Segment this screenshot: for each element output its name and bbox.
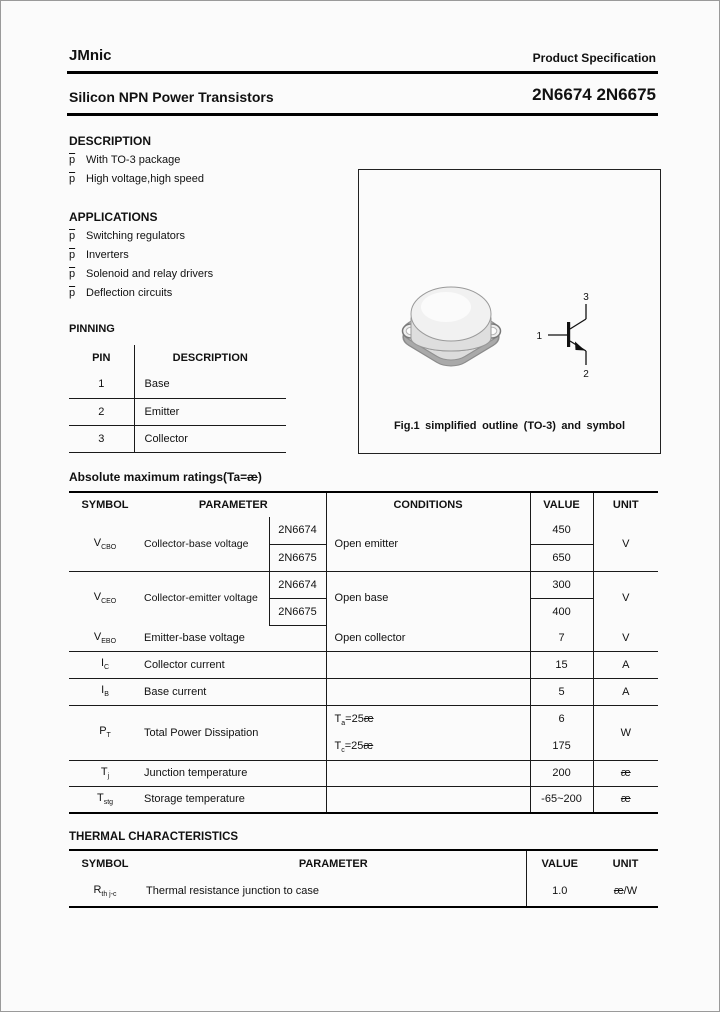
col-header-value: VALUE [526,850,593,876]
type-cell: 2N6675 [269,598,326,625]
symbol-tstg: $T_{stg}$ [69,786,141,813]
pin-description: Collector [134,425,286,452]
npn-transistor-symbol [548,304,586,365]
parameter-cell: Collector-emitter voltage [141,571,269,625]
unit-cell [593,786,658,813]
application-item: $\overline{p}$ Deflection circuits [69,284,213,303]
table-row [69,876,658,907]
conditions-cell: $T_a=25æ$ $T_c=25æ$ [326,705,530,760]
col-header-unit: UNIT [593,492,658,517]
col-header-unit: UNIT [593,850,658,876]
conditions-cell: Open collector [326,625,530,651]
pin-description: Base [134,371,286,398]
description-heading: DESCRIPTION [69,134,152,148]
unit-cell: A [593,651,658,678]
col-header-value: VALUE [530,492,593,517]
degree-c-glyph: æ [620,767,631,779]
table-row [69,705,658,760]
table-row [69,678,658,705]
abs-max-title: Absolute maximum ratings(Ta=æ) [69,470,262,484]
to3-package-and-symbol-drawing [359,170,660,453]
bullet-icon: $\overline{p}$ [69,154,76,166]
thermal-heading: THERMAL CHARACTERISTICS [69,831,239,843]
bullet-icon: $\overline{p}$ [69,268,76,280]
figure-caption: Fig.1 simplified outline (TO-3) and symbol [393,420,626,432]
title-rule [67,113,658,116]
conditions-cell [326,786,530,813]
document-title: Silicon NPN Power Transistors [69,89,274,105]
unit-cell: V [593,571,658,625]
degree-c-glyph: æ [363,712,374,725]
thermal-table [69,849,658,908]
value-cell: 5 [530,678,593,705]
symbol-vebo: $V_{EBO}$ [69,625,141,651]
unit-cell: W [593,705,658,760]
unit-cell: V [593,517,658,571]
bullet-icon: $\overline{p}$ [69,230,76,242]
abs-max-table [69,491,658,814]
description-item: $\overline{p}$ High voltage,high speed [69,170,204,189]
unit-cell: æ/W [593,876,658,907]
bullet-icon: $\overline{p}$ [69,173,76,185]
conditions-cell: Open base [326,571,530,625]
col-header-parameter: PARAMETER [141,492,326,517]
parameter-cell: Storage temperature [141,786,326,813]
header-rule [67,71,658,74]
type-cell: 2N6675 [269,544,326,571]
pin-description: Emitter [134,398,286,425]
parameter-cell: Junction temperature [141,760,326,786]
value-cell: 300 [530,571,593,598]
value-cell: 1.0 [526,876,593,907]
type-cell: 2N6674 [269,571,326,598]
value-cell: 15 [530,651,593,678]
pin-number: 1 [69,371,134,398]
conditions-cell: Open emitter [326,517,530,571]
col-header-symbol: SYMBOL [69,850,141,876]
unit-cell [593,760,658,786]
bullet-icon: $\overline{p}$ [69,287,76,299]
symbol-pin-1-label: 1 [536,331,542,342]
pin-desc-col-header: DESCRIPTION [172,352,248,364]
col-header-conditions: CONDITIONS [326,492,530,517]
application-item: $\overline{p}$ Switching regulators [69,227,213,246]
symbol-pin-3-label: 3 [583,292,589,303]
figure-1-box [358,169,661,454]
symbol-ic: $I_C$ [69,651,141,678]
value-cell: -65~200 [530,786,593,813]
degree-c-glyph: æ [247,470,258,484]
parameter-cell: Base current [141,678,326,705]
type-cell: 2N6674 [269,517,326,544]
degree-c-glyph: æ [620,793,631,806]
unit-cell: V [593,625,658,651]
value-cell: 7 [530,625,593,651]
col-header-parameter: PARAMETER [141,850,526,876]
table-row [69,786,658,813]
symbol-pt: $P_T$ [69,705,141,760]
table-row [69,625,658,651]
table-row [69,517,658,544]
description-item: $\overline{p}$ With TO-3 package [69,151,204,170]
pin-number: 3 [69,425,134,452]
unit-cell: A [593,678,658,705]
application-item: $\overline{p}$ Solenoid and relay drivers [69,265,213,284]
part-numbers: 2N6674 2N6675 [532,85,656,104]
parameter-cell: Total Power Dissipation [141,705,326,760]
symbol-vceo: $V_{CEO}$ [69,571,141,625]
table-row [69,425,286,452]
to3-package-image [395,287,507,371]
symbol-tj: $T_j$ [69,760,141,786]
conditions-cell [326,651,530,678]
parameter-cell: Collector current [141,651,326,678]
pinning-heading: PINNING [69,323,115,335]
table-row [69,398,286,425]
applications-heading: APPLICATIONS [69,210,158,224]
conditions-cell [326,760,530,786]
spec-label: Product Specification [532,51,656,65]
brand-logo-text: JMnic [69,47,112,64]
table-row [69,760,658,786]
symbol-rth: $R_{th j-c}$ [69,876,141,907]
degree-c-glyph: æ [613,885,624,897]
parameter-cell: Thermal resistance junction to case [141,876,526,907]
value-cell: 650 [530,544,593,571]
symbol-ib: $I_B$ [69,678,141,705]
pinning-table [69,345,286,453]
table-row [69,571,658,598]
bullet-icon: $\overline{p}$ [69,249,76,261]
pin-col-header: PIN [69,345,134,371]
conditions-cell [326,678,530,705]
value-cell: 200 [530,760,593,786]
table-row [69,371,286,398]
value-cell: 6 175 [530,705,593,760]
application-item: $\overline{p}$ Inverters [69,246,213,265]
value-cell: 400 [530,598,593,625]
degree-c-glyph: æ [363,739,374,752]
parameter-cell: Collector-base voltage [144,537,249,550]
value-cell: 450 [552,524,571,537]
table-row [69,651,658,678]
symbol-vcbo: $V_{CBO}$ [93,536,117,551]
pin-number: 2 [69,398,134,425]
col-header-symbol: SYMBOL [69,492,141,517]
parameter-cell: Emitter-base voltage [141,625,269,651]
type-cell-empty [269,625,326,651]
symbol-pin-2-label: 2 [583,369,589,380]
